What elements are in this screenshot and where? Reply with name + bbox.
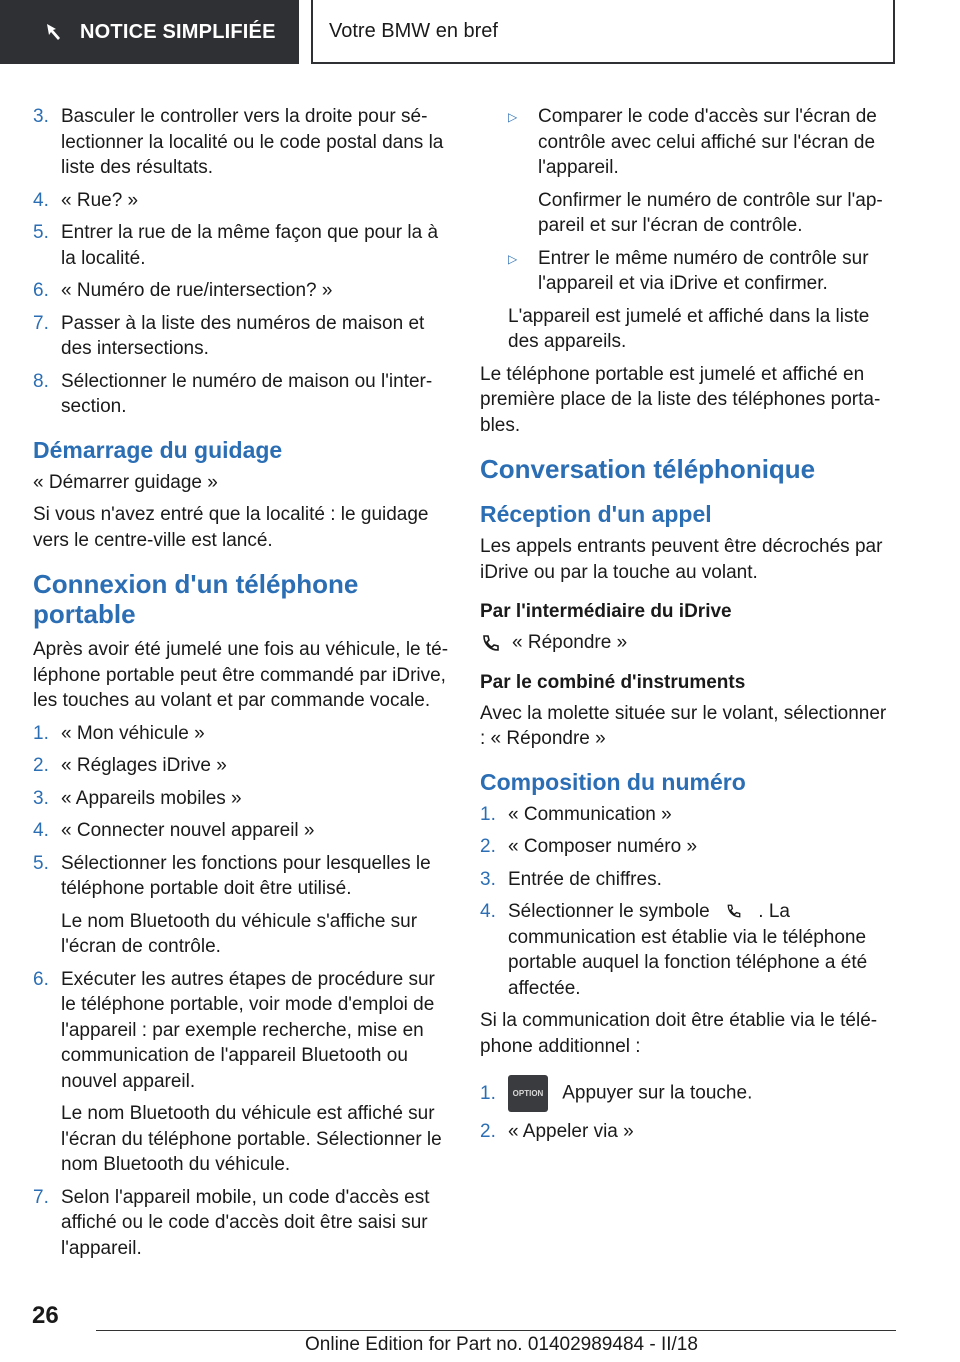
pointer-arrow-icon (44, 21, 66, 43)
list-item (33, 220, 451, 271)
step-text-label: Appuyer sur la touche. (562, 1082, 753, 1104)
step-text: Entrée de chiffres. (508, 868, 662, 890)
triangle-bullet-icon: ▷ (508, 251, 518, 266)
phone-handset-icon (480, 632, 502, 654)
paragraph: « Démarrer guidage » (33, 471, 218, 493)
heading-conversation: Conversation téléphonique (480, 454, 816, 484)
step-number: 5. (33, 222, 49, 243)
step-note: Le nom Bluetooth du véhicule s'affiche sur l'écran de contrôle. (61, 910, 418, 957)
list-item (480, 802, 896, 828)
bullet-item (508, 246, 896, 297)
list-item (33, 967, 451, 1095)
page-header (0, 0, 960, 66)
list-item (480, 1119, 896, 1145)
step-text: Entrer la rue de la même façon que pour la à la localité. (61, 222, 439, 269)
step-number: 6. (33, 280, 49, 301)
step-text (508, 1075, 896, 1112)
paragraph: Si la communication doit être établie via le téléphone additionnel : (480, 1010, 878, 1057)
list-item (480, 1075, 896, 1112)
step-number: 3. (480, 868, 496, 890)
answer-line (480, 630, 896, 656)
step-number: 3. (33, 787, 49, 809)
paragraph: Le téléphone portable est jumelé et affiché en première place de la liste des téléphones portables. (480, 363, 881, 436)
list-item (33, 369, 451, 420)
step-text: « Réglages iDrive » (61, 755, 227, 776)
step-number: 6. (33, 968, 49, 990)
phone-handset-icon (723, 902, 745, 920)
section-tab-label: NOTICE SIMPLIFIÉE (80, 20, 276, 43)
list-item (33, 818, 451, 844)
heading-idrive: Par l'intermédiaire du iDrive (480, 601, 732, 622)
step-number: 1. (480, 803, 496, 825)
step-text: « Connecter nouvel appareil » (61, 820, 315, 841)
option-button-icon: OPTION (508, 1075, 548, 1112)
step-text: « Mon véhicule » (61, 722, 205, 744)
step-number: 7. (33, 1186, 49, 1208)
step-text: Sélectionner le numéro de maison ou l'intersection. (61, 370, 433, 417)
heading-reception: Réception d'un appel (480, 501, 712, 527)
step-number: 7. (33, 312, 49, 334)
step-number: 2. (480, 836, 496, 857)
step-number: 4. (33, 189, 49, 211)
step-note: Le nom Bluetooth du véhicule est affiché sur l'écran du téléphone portable. Sélectionner le nom Bluetooth du véhicule. (61, 1103, 442, 1175)
list-item (33, 104, 451, 181)
step-number: 1. (33, 722, 49, 744)
paragraph: Avec la molette située sur le volant, sélectionner : « Répondre » (480, 702, 887, 749)
step-number: 5. (33, 852, 49, 874)
bullet-text: Entrer le même numéro de contrôle sur l'appareil et via iDrive et confirmer. (538, 247, 869, 294)
paragraph: Après avoir été jumelé une fois au véhicule, le téléphone portable peut être commandé par iDrive, les touches au volant et par commande vocale. (33, 639, 449, 711)
left-column (33, 104, 451, 1268)
list-item (480, 834, 896, 860)
list-item (480, 867, 896, 893)
section-tab[interactable] (0, 0, 299, 64)
step-text: Sélectionner les fonctions pour lesquelles le téléphone portable doit être utilisé. (61, 852, 431, 899)
step-text: « Appareils mobiles » (61, 787, 242, 809)
bullet-continuation: Confirmer le numéro de contrôle sur l'appareil et sur l'écran de contrôle. (538, 189, 883, 236)
step-text: « Appeler via » (508, 1121, 634, 1142)
footer-edition: Online Edition for Part no. 01402989484 - II/18 (305, 1334, 698, 1355)
step-text: Passer à la liste des numéros de maison et des intersections. (61, 312, 425, 359)
step-text: « Numéro de rue/intersection? » (61, 280, 333, 301)
step-number: 4. (33, 820, 49, 841)
heading-combine: Par le combiné d'instruments (480, 671, 746, 693)
list-item (33, 851, 451, 902)
paragraph: Si vous n'avez entré que la localité : le guidage vers le centre-ville est lancé. (33, 504, 429, 551)
step-number: 4. (480, 901, 496, 922)
step-number: 2. (480, 1121, 496, 1142)
bullet-item (508, 104, 896, 181)
step-text: Selon l'appareil mobile, un code d'accès est affiché ou le code d'accès doit être saisi sur l'appareil. (61, 1186, 430, 1259)
step-number: 1. (480, 1082, 496, 1104)
list-item (33, 786, 451, 812)
list-item (480, 899, 896, 1001)
list-item (33, 753, 451, 779)
heading-connexion: Connexion d'un téléphone portable (33, 569, 359, 629)
page-number: 26 (32, 1302, 59, 1329)
step-number: 8. (33, 370, 49, 392)
triangle-bullet-icon: ▷ (508, 110, 518, 124)
heading-guidage: Démarrage du guidage (33, 436, 283, 463)
list-item (33, 278, 451, 304)
footer-divider (96, 1330, 896, 1331)
list-item (33, 1185, 451, 1262)
paragraph: Les appels entrants peuvent être décrochés par iDrive ou par la touche au volant. (480, 536, 883, 583)
bullet-text: Comparer le code d'accès sur l'écran de contrôle avec celui affiché sur l'écran de l'appareil. (538, 106, 877, 178)
step-text: « Composer numéro » (508, 836, 698, 857)
chapter-tab[interactable] (311, 0, 895, 64)
step-text (508, 899, 896, 1001)
list-item (33, 721, 451, 747)
chapter-tab-label: Votre BMW en bref (329, 19, 498, 42)
step-text: « Communication » (508, 803, 672, 825)
step-text-start: Sélectionner le symbole (508, 901, 710, 922)
right-column (480, 104, 896, 1152)
list-item (33, 311, 451, 362)
step-text: Basculer le controller vers la droite pour sélectionner la localité ou le code postal dans la liste des résultats. (61, 106, 444, 178)
step-number: 3. (33, 106, 49, 127)
answer-label: « Répondre » (512, 632, 628, 653)
step-number: 2. (33, 755, 49, 776)
step-text: « Rue? » (61, 189, 139, 211)
heading-composition: Composition du numéro (480, 768, 746, 795)
step-note: L'appareil est jumelé et affiché dans la liste des appareils. (508, 305, 870, 352)
step-text: Exécuter les autres étapes de procédure sur le téléphone portable, voir mode d'emploi de l'appareil : par exemple recherche, mise en communication de l'appareil Bluetooth ou nouvel appareil. (61, 968, 435, 1092)
list-item (33, 188, 451, 214)
step-text-end: . La communication est établie via le téléphone portable auquel la fonction téléphone a été affectée. (508, 901, 868, 999)
